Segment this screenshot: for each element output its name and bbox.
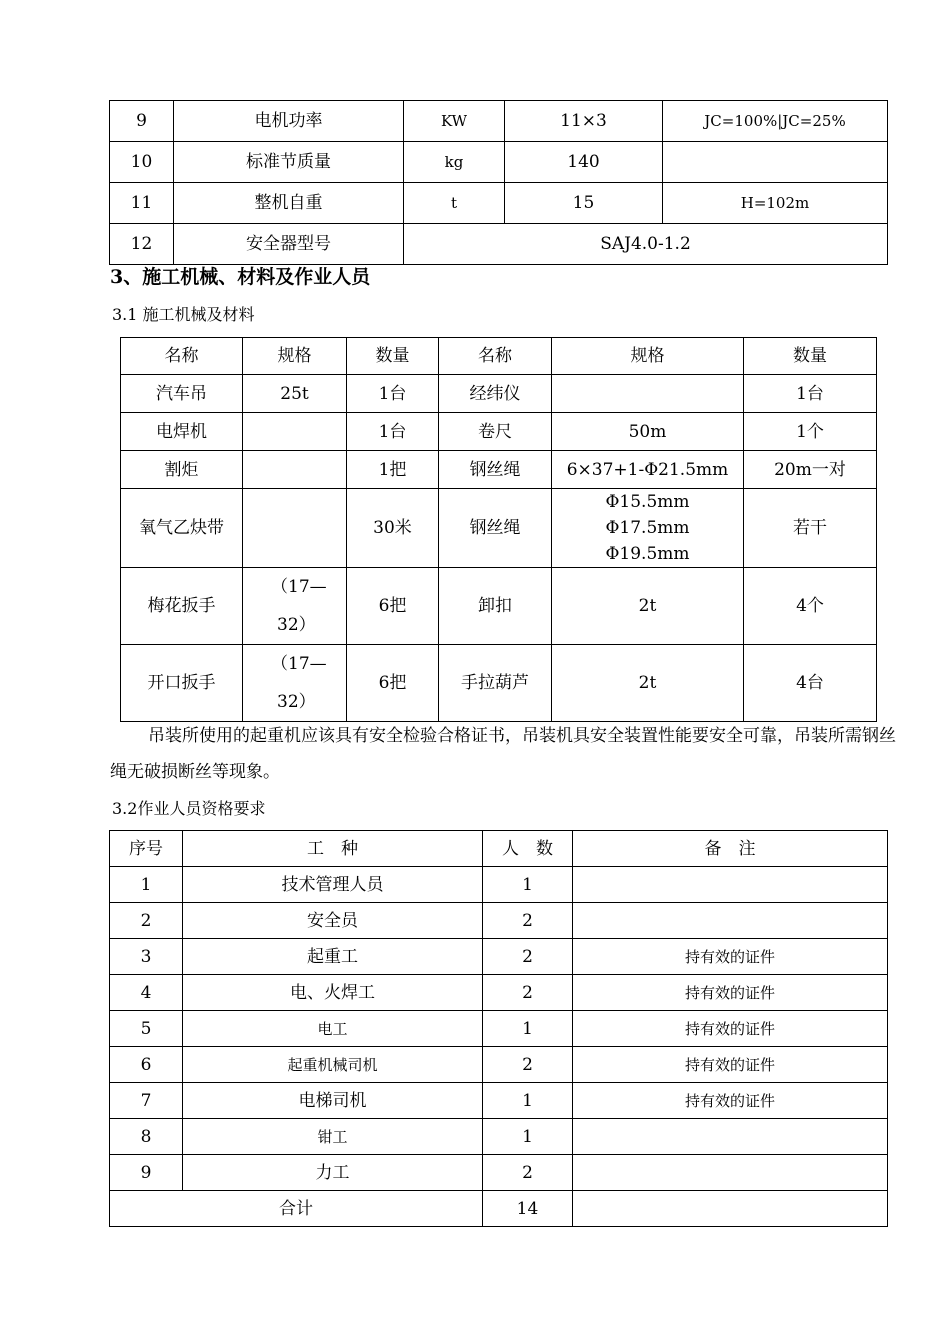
machinery-name2: 经纬仪 bbox=[439, 375, 552, 413]
staff-note bbox=[573, 867, 888, 903]
machinery-spec2: 6×37+1-Φ21.5mm bbox=[552, 451, 744, 489]
machinery-name1: 汽车吊 bbox=[121, 375, 243, 413]
machinery-table bbox=[120, 337, 877, 722]
spec-range-line: （17— bbox=[271, 577, 327, 597]
machinery-name2: 卸扣 bbox=[439, 568, 552, 645]
staff-row bbox=[110, 867, 888, 903]
machinery-spec2 bbox=[552, 375, 744, 413]
spec-table bbox=[109, 100, 888, 265]
machinery-header-cell: 名称 bbox=[121, 338, 243, 375]
spec-no: 12 bbox=[110, 224, 174, 265]
section-3-1-title: 3.1 施工机械及材料 bbox=[112, 305, 255, 324]
machinery-header-cell: 数量 bbox=[744, 338, 877, 375]
staff-total-label: 合计 bbox=[110, 1191, 483, 1227]
machinery-spec1: 25t bbox=[243, 375, 347, 413]
machinery-name1: 氧气乙炔带 bbox=[121, 489, 243, 568]
lifting-requirement-paragraph: 吊装所使用的起重机应该具有安全检验合格证书，吊装机具安全装置性能要安全可靠，吊装所需钢丝绳无破损断丝等现象。 bbox=[110, 726, 896, 782]
staff-header-row bbox=[110, 831, 888, 867]
spec-unit: KW bbox=[404, 101, 505, 142]
machinery-row bbox=[121, 489, 877, 568]
staff-total-row bbox=[110, 1191, 888, 1227]
staff-type: 电、火焊工 bbox=[183, 975, 483, 1011]
machinery-name1: 梅花扳手 bbox=[121, 568, 243, 645]
spec-name: 整机自重 bbox=[174, 183, 404, 224]
machinery-spec2: 2t bbox=[552, 645, 744, 722]
spec-value: SAJ4.0-1.2 bbox=[404, 224, 888, 265]
machinery-spec2: 50m bbox=[552, 413, 744, 451]
staff-header-cell: 工 种 bbox=[183, 831, 483, 867]
machinery-qty2: 若干 bbox=[744, 489, 877, 568]
staff-count: 2 bbox=[483, 1155, 573, 1191]
staff-row bbox=[110, 939, 888, 975]
spec-row bbox=[110, 224, 888, 265]
machinery-qty2: 4台 bbox=[744, 645, 877, 722]
spec-range-line: 32） bbox=[277, 692, 316, 712]
machinery-qty1: 1台 bbox=[347, 413, 439, 451]
machinery-header-cell: 规格 bbox=[552, 338, 744, 375]
staff-no: 5 bbox=[110, 1011, 183, 1047]
machinery-row bbox=[121, 451, 877, 489]
staff-count: 1 bbox=[483, 1119, 573, 1155]
staff-no: 1 bbox=[110, 867, 183, 903]
rope-spec-line: Φ17.5mm bbox=[605, 518, 690, 538]
staff-count: 2 bbox=[483, 939, 573, 975]
staff-no: 4 bbox=[110, 975, 183, 1011]
staff-count: 2 bbox=[483, 903, 573, 939]
machinery-spec1 bbox=[243, 489, 347, 568]
spec-unit: t bbox=[404, 183, 505, 224]
spec-name: 安全器型号 bbox=[174, 224, 404, 265]
machinery-name2: 卷尺 bbox=[439, 413, 552, 451]
machinery-qty2: 4个 bbox=[744, 568, 877, 645]
machinery-header-cell: 名称 bbox=[439, 338, 552, 375]
staff-no: 3 bbox=[110, 939, 183, 975]
machinery-qty1: 6把 bbox=[347, 568, 439, 645]
staff-note bbox=[573, 903, 888, 939]
staff-no: 9 bbox=[110, 1155, 183, 1191]
machinery-qty2: 1台 bbox=[744, 375, 877, 413]
staff-total-count: 14 bbox=[483, 1191, 573, 1227]
machinery-spec1 bbox=[243, 413, 347, 451]
machinery-qty1: 1把 bbox=[347, 451, 439, 489]
staff-type: 安全员 bbox=[183, 903, 483, 939]
spec-note: H=102m bbox=[663, 183, 888, 224]
machinery-spec1 bbox=[243, 568, 347, 645]
machinery-qty2: 20m一对 bbox=[744, 451, 877, 489]
staff-type: 起重工 bbox=[183, 939, 483, 975]
spec-name: 标准节质量 bbox=[174, 142, 404, 183]
machinery-row bbox=[121, 375, 877, 413]
staff-note: 持有效的证件 bbox=[573, 1047, 888, 1083]
section-3-2-title: 3.2作业人员资格要求 bbox=[112, 799, 266, 818]
staff-count: 2 bbox=[483, 1047, 573, 1083]
staff-header-cell: 备 注 bbox=[573, 831, 888, 867]
machinery-header-cell: 数量 bbox=[347, 338, 439, 375]
machinery-qty1: 6把 bbox=[347, 645, 439, 722]
spec-value: 15 bbox=[505, 183, 663, 224]
staff-header-cell: 人 数 bbox=[483, 831, 573, 867]
machinery-name2: 钢丝绳 bbox=[439, 489, 552, 568]
machinery-row bbox=[121, 645, 877, 722]
staff-type: 力工 bbox=[183, 1155, 483, 1191]
spec-value: 140 bbox=[505, 142, 663, 183]
staff-count: 1 bbox=[483, 1011, 573, 1047]
spec-no: 11 bbox=[110, 183, 174, 224]
section-3-title: 3、施工机械、材料及作业人员 bbox=[110, 266, 371, 288]
machinery-name2: 手拉葫芦 bbox=[439, 645, 552, 722]
staff-count: 2 bbox=[483, 975, 573, 1011]
staff-note: 持有效的证件 bbox=[573, 975, 888, 1011]
rope-spec-line: Φ15.5mm bbox=[605, 492, 690, 512]
staff-row bbox=[110, 1011, 888, 1047]
staff-note: 持有效的证件 bbox=[573, 1011, 888, 1047]
spec-row bbox=[110, 101, 888, 142]
machinery-name1: 电焊机 bbox=[121, 413, 243, 451]
machinery-name1: 开口扳手 bbox=[121, 645, 243, 722]
staff-row bbox=[110, 975, 888, 1011]
machinery-name2: 钢丝绳 bbox=[439, 451, 552, 489]
machinery-row bbox=[121, 568, 877, 645]
staff-no: 2 bbox=[110, 903, 183, 939]
spec-name: 电机功率 bbox=[174, 101, 404, 142]
staff-no: 6 bbox=[110, 1047, 183, 1083]
spec-row bbox=[110, 142, 888, 183]
staff-note bbox=[573, 1155, 888, 1191]
machinery-qty1: 1台 bbox=[347, 375, 439, 413]
machinery-header-cell: 规格 bbox=[243, 338, 347, 375]
staff-type: 起重机械司机 bbox=[183, 1047, 483, 1083]
staff-row bbox=[110, 903, 888, 939]
staff-total-note bbox=[573, 1191, 888, 1227]
spec-value: 11×3 bbox=[505, 101, 663, 142]
staff-type: 电工 bbox=[183, 1011, 483, 1047]
spec-no: 9 bbox=[110, 101, 174, 142]
staff-note: 持有效的证件 bbox=[573, 1083, 888, 1119]
rope-spec-line: Φ19.5mm bbox=[605, 544, 690, 564]
staff-count: 1 bbox=[483, 1083, 573, 1119]
spec-range-line: 32） bbox=[277, 615, 316, 635]
spec-unit: kg bbox=[404, 142, 505, 183]
staff-row bbox=[110, 1083, 888, 1119]
machinery-row bbox=[121, 413, 877, 451]
spec-note bbox=[663, 142, 888, 183]
staff-row bbox=[110, 1047, 888, 1083]
spec-range-line: （17— bbox=[271, 654, 327, 674]
staff-type: 技术管理人员 bbox=[183, 867, 483, 903]
staff-type: 电梯司机 bbox=[183, 1083, 483, 1119]
machinery-spec2 bbox=[552, 489, 744, 568]
staff-note bbox=[573, 1119, 888, 1155]
staff-table bbox=[109, 830, 888, 1227]
machinery-spec1 bbox=[243, 645, 347, 722]
staff-header-cell: 序号 bbox=[110, 831, 183, 867]
staff-no: 8 bbox=[110, 1119, 183, 1155]
staff-no: 7 bbox=[110, 1083, 183, 1119]
machinery-spec1 bbox=[243, 451, 347, 489]
staff-note: 持有效的证件 bbox=[573, 939, 888, 975]
staff-row bbox=[110, 1119, 888, 1155]
machinery-qty2: 1个 bbox=[744, 413, 877, 451]
spec-note: JC=100%|JC=25% bbox=[663, 101, 888, 142]
machinery-header-row bbox=[121, 338, 877, 375]
spec-no: 10 bbox=[110, 142, 174, 183]
machinery-qty1: 30米 bbox=[347, 489, 439, 568]
staff-count: 1 bbox=[483, 867, 573, 903]
machinery-spec2: 2t bbox=[552, 568, 744, 645]
staff-row bbox=[110, 1155, 888, 1191]
machinery-name1: 割炬 bbox=[121, 451, 243, 489]
staff-type: 钳工 bbox=[183, 1119, 483, 1155]
spec-row bbox=[110, 183, 888, 224]
